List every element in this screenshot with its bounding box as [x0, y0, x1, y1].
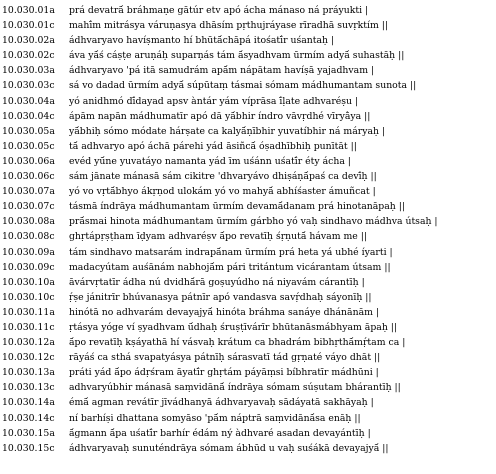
verse-id: 10.030.14a: [2, 397, 55, 409]
verse-line: [2, 426, 496, 441]
verse-line: [2, 184, 496, 199]
verse-text: tám sindhavo matsarám indrapā́nam ūrmím prá heta yá ubhé íyarti |: [68, 246, 393, 258]
verse-id: 10.030.04a: [2, 95, 55, 107]
verse-text: hinótā no adhvarám devayajyā́ hinóta bráhma sanáye dhánānām |: [68, 306, 380, 318]
verse-id: 10.030.10c: [2, 291, 55, 303]
verse-line: [2, 365, 496, 380]
verse-line: [2, 229, 496, 244]
verse-id: 10.030.07c: [2, 201, 55, 213]
verse-id: 10.030.13c: [2, 382, 55, 394]
verse-line: [2, 139, 496, 154]
verse-line: [2, 199, 496, 214]
verse-line: [2, 260, 496, 275]
verse-id: 10.030.08a: [2, 216, 55, 228]
verse-id: 10.030.02c: [2, 50, 55, 62]
verse-id: 10.030.05c: [2, 140, 55, 152]
verse-text: rāyáś ca sthá svapatyásya pátnīḥ sárasvatī tád gṛṇaté váyo dhāt ||: [68, 352, 381, 364]
verse-line: [2, 335, 496, 350]
verse-text: ní barhíṣi dhattana somyāso 'pā́m náptrā saṃvidānā́sa enāḥ ||: [68, 412, 361, 424]
verse-id: 10.030.15c: [2, 442, 55, 454]
verse-text: ṛ́ṣe jánitrīr bhúvanasya pátnīr apó vandasva savṛ́dhaḥ sáyonīḥ ||: [68, 291, 372, 303]
verse-line: [2, 411, 496, 426]
verse-id: 10.030.05a: [2, 125, 55, 137]
verse-id: 10.030.11c: [2, 321, 55, 333]
verse-id: 10.030.09a: [2, 246, 55, 258]
verse-text: madacyútam auśānám nabhojā́m pári tritántum vicárantam útsam ||: [68, 261, 391, 273]
verse-line: [2, 33, 496, 48]
verse-line: [2, 109, 496, 124]
verse-text: ā́gmann ā́pa uśatī́r barhír édám ný àdhvaré asadan devayántīḥ |: [68, 427, 371, 439]
verse-text: yó anidhmó dī́dayad apsv àntár yám víprāsa ī́ḷate adhvaréṣu |: [68, 95, 359, 107]
verse-text: āvárvṛtatīr ádha nú dvidhā́rā goṣuyúdho ná niyavám cárantīḥ |: [68, 276, 365, 288]
verse-line: [2, 169, 496, 184]
verse-line: [2, 48, 496, 63]
verse-text: sá vo dadad ūrmím adyā́ súpūtaṃ tásmai sómam mádhumantam sunota ||: [68, 80, 417, 92]
verse-text: tā́ adhvaryo apó áchā párehi yád āsiñcā́ óṣadhībhiḥ punītāt ||: [68, 140, 357, 152]
verse-id: 10.030.03c: [2, 80, 55, 92]
verse-line: [2, 18, 496, 33]
verse-text: prā́smai hinota mádhumantam ūrmím gárbho yó vaḥ sindhavo mádhva útsaḥ |: [68, 216, 438, 228]
verse-text: ádhvaryavo havíṣmanto hí bhūtā́chāpá itośatī́r uśantaḥ |: [68, 35, 335, 47]
verse-line: [2, 94, 496, 109]
verse-line: [2, 380, 496, 395]
verse-text: áva yā́ś cáṣṭe aruṇáḥ suparṇás tám ā́syadhvam ūrmím adyā́ suhastāḥ ||: [68, 50, 405, 62]
verse-text: sám jānate mánasā sám cikitre 'dhvaryávo dhiṣáṇā́paś ca devī́ḥ ||: [68, 171, 377, 183]
verse-text: ā́po revatīḥ kṣáyathā hí vásvaḥ krátum ca bhadrám bibhṛthā́mṛ́tam ca |: [68, 337, 406, 349]
verse-text: prá devatrā́ bráhmaṇe gātúr etv apó ácha mánaso ná práyukti |: [68, 5, 369, 16]
verse-line: [2, 441, 496, 456]
verse-text: práti yád ā́po ádṛśram āyatī́r ghṛtám páyāṃsi bíbhratīr mádhūni |: [68, 367, 379, 379]
verse-text: ápām napān mádhumatīr apó dā yā́bhir índro vāvṛdhé vīryā̀ya ||: [68, 110, 371, 122]
verse-id: 10.030.12a: [2, 337, 55, 349]
verse-id: 10.030.03a: [2, 65, 55, 77]
verse-text: ghṛtápṛṣṭham īḍyam adhvaréṣv ā́po revatīḥ śṛṇutā́ hávam me ||: [68, 231, 368, 243]
verse-line: [2, 290, 496, 305]
verse-id: 10.030.01c: [2, 20, 55, 32]
verse-text: ṛtásya yóge ví ṣyadhvam ū́dhaḥ śruṣṭīvárīr bhūtanāsmábhyam āpaḥ ||: [68, 321, 398, 333]
verse-id: 10.030.12c: [2, 352, 55, 364]
verse-line: [2, 63, 496, 78]
verse-line: [2, 3, 496, 18]
verse-id: 10.030.04c: [2, 110, 55, 122]
verse-line: [2, 245, 496, 260]
verse-text: evéd yū́ne yuvatáyo namanta yád īm uśánn uśatī́r éty ácha |: [68, 155, 351, 167]
verse-id: 10.030.06a: [2, 155, 55, 167]
verse-text: ádhvaryavaḥ sunuténdrāya sómam ábhūd u vaḥ suśákā devayajyā́ ||: [68, 442, 389, 454]
verse-text: yó vo vṛtā́bhyo ákṛṇod ulokám yó vo mahyā́ abhíśaster ámuñcat |: [68, 186, 376, 198]
verse-line: [2, 395, 496, 410]
verse-id: 10.030.14c: [2, 412, 55, 424]
verse-id: 10.030.06c: [2, 171, 55, 183]
verse-line: [2, 124, 496, 139]
verse-id: 10.030.11a: [2, 306, 55, 318]
verse-id: 10.030.10a: [2, 276, 55, 288]
verse-line: [2, 350, 496, 365]
verse-id: 10.030.09c: [2, 261, 55, 273]
verse-text: tásmā índrāya mádhumantam ūrmím devamā́danam prá hinotanāpaḥ ||: [68, 201, 406, 213]
verse-text: adhvaryúbhir mánasā saṃvidānā́ índrāya sómam súṣutam bhárantīḥ ||: [68, 382, 401, 394]
verse-id: 10.030.13a: [2, 367, 55, 379]
verse-id: 10.030.02a: [2, 35, 55, 47]
verse-id: 10.030.01a: [2, 5, 55, 16]
verse-text: mahī́m mitrásya váruṇasya dhāsím pṛthujráyase rīradhā suvṛktím ||: [68, 20, 389, 32]
verse-text: yā́bhiḥ sómo módate hárṣate ca kalyā́ṇībhir yuvatíbhir ná máryaḥ |: [68, 125, 386, 137]
verse-line: [2, 78, 496, 93]
verse-line: [2, 154, 496, 169]
verse-line: [2, 275, 496, 290]
verse-text: ádhvaryavo 'pá itā samudrám apā́m nápātam havíṣā yajadhvam |: [68, 65, 375, 77]
verse-text: émā́ agman revátīr jīvádhanyā ádhvaryavaḥ sādáyatā sakhāyaḥ |: [68, 397, 374, 409]
verse-id: 10.030.07a: [2, 186, 55, 198]
verse-line: [2, 320, 496, 335]
verse-line: [2, 305, 496, 320]
verse-line: [2, 214, 496, 229]
verse-id: 10.030.15a: [2, 427, 55, 439]
verse-id: 10.030.08c: [2, 231, 55, 243]
